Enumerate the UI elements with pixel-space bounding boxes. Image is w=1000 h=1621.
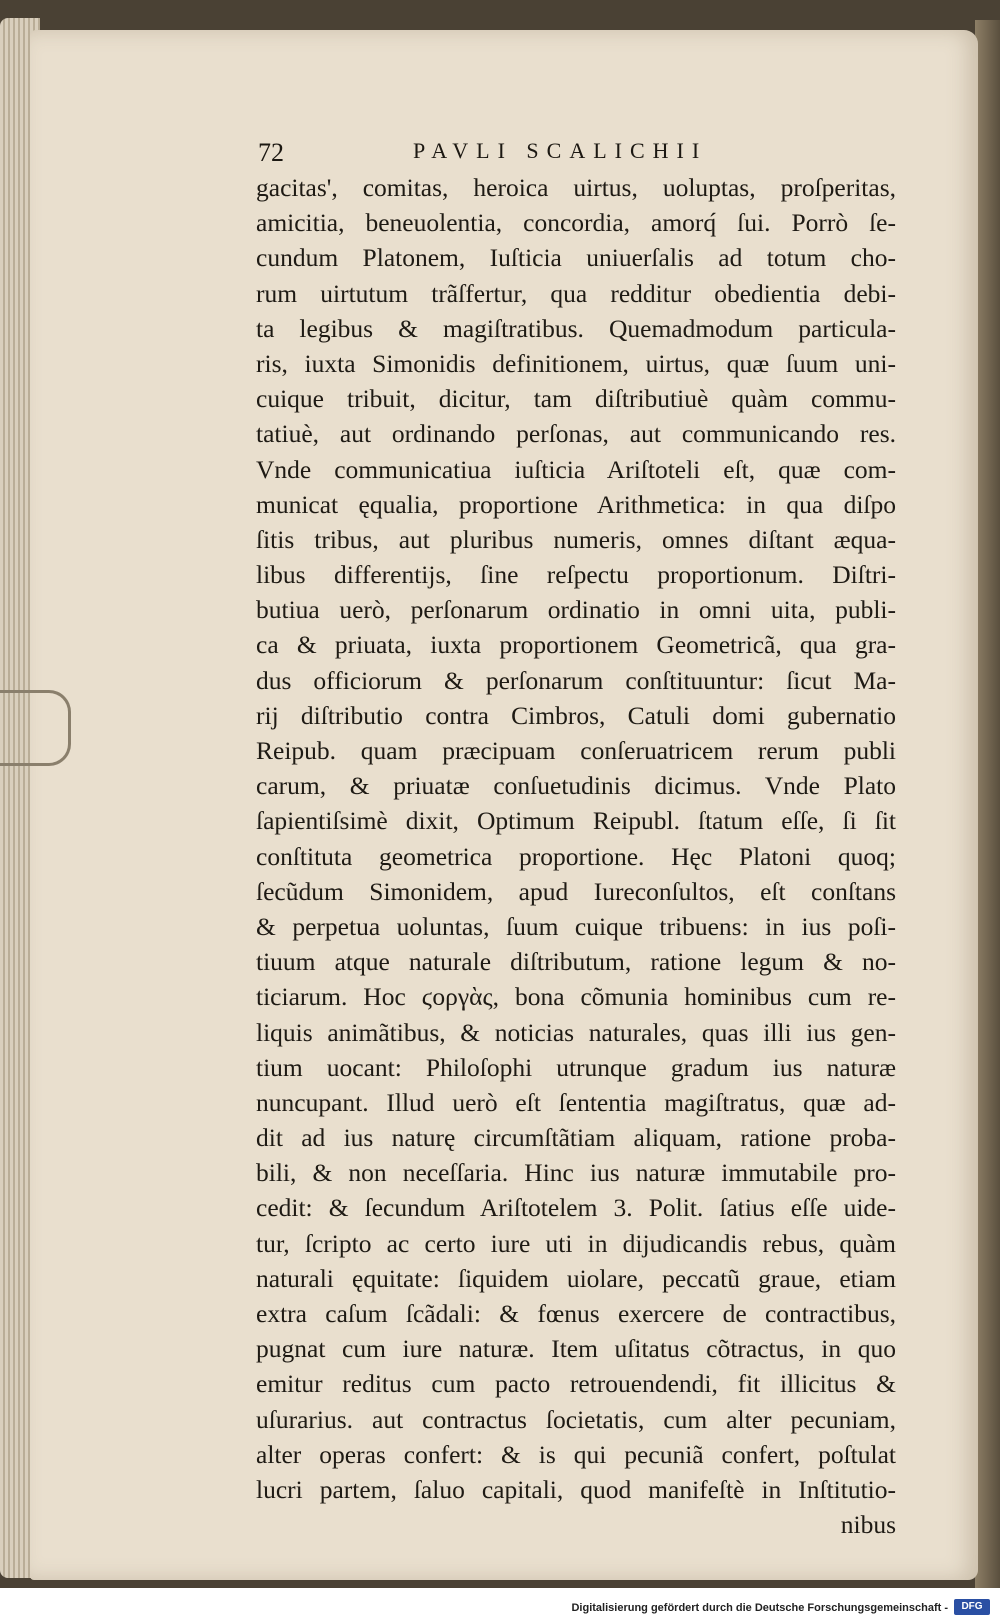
text-line: dit ad ius naturę circumſtãtiam aliquam, ratione proba- bbox=[256, 1123, 896, 1153]
text-line: emitur reditus cum pacto retrouendendi, fit illicitus & bbox=[256, 1369, 896, 1399]
text-line: libus differentijs, ſine reſpectu proportionum. Diſtri- bbox=[256, 560, 896, 590]
text-line: liquis animãtibus, & noticias naturales, quas illi ius gen- bbox=[256, 1017, 896, 1047]
text-line: & perpetua uoluntas, ſuum cuique tribuens: in ius poſi- bbox=[256, 911, 896, 941]
text-line: conſtituta geometrica proportione. Hęc Platoni quoq; bbox=[256, 841, 896, 871]
text-line: amicitia, beneuolentia, concordia, amorq́ ſui. Porrò ſe- bbox=[256, 208, 896, 238]
text-line: rum uirtutum trãſfertur, qua redditur obedientia debi- bbox=[256, 278, 896, 308]
text-line: tatiuè, aut ordinando perſonas, aut communicando res. bbox=[256, 419, 896, 449]
text-line: cuique tribuit, dicitur, tam diſtributiuè quàm commu- bbox=[256, 384, 896, 414]
text-line: tiuum atque naturale diſtributum, ratione legum & no- bbox=[256, 947, 896, 977]
text-line: bili, & non neceſſaria. Hinc ius naturæ immutabile pro- bbox=[256, 1158, 896, 1188]
text-line: extra caſum ſcãdali: & fœnus exercere de contractibus, bbox=[256, 1299, 896, 1328]
text-line: cundum Platonem, Iuſticia uniuerſalis ad totum cho- bbox=[256, 243, 896, 273]
text-line: municat ęqualia, proportione Arithmetica: in qua diſpo bbox=[256, 489, 896, 519]
text-line: ris, iuxta Simonidis definitionem, uirtus, quæ ſuum uni- bbox=[256, 348, 896, 378]
text-line: ticiarum. Hoc ϛοργὰς, bona cõmunia hominibus cum re- bbox=[256, 982, 896, 1012]
dfg-logo: DFG bbox=[954, 1599, 990, 1615]
text-line: ſecũdum Simonidem, apud Iureconſultos, eſt conſtans bbox=[256, 876, 896, 906]
text-line: Vnde communicatiua iuſticia Ariſtoteli eſt, quæ com- bbox=[256, 454, 896, 484]
text-line: naturali ęquitate: ſiquidem uiolare, peccatũ graue, etiam bbox=[256, 1263, 896, 1293]
book-cover-edge bbox=[975, 20, 1000, 1588]
text-line: pugnat cum iure naturæ. Item uſitatus cõtractus, in quo bbox=[256, 1334, 896, 1364]
running-head: PAVLI SCALICHII bbox=[413, 138, 708, 163]
text-line: ta legibus & magiſtratibus. Quemadmodum particula- bbox=[256, 313, 896, 343]
text-line: cedit: & ſecundum Ariſtotelem 3. Polit. ſatius eſſe uide- bbox=[256, 1193, 896, 1223]
text-line: nibus bbox=[840, 1510, 896, 1540]
text-line: dus officiorum & perſonarum conſtituuntur: ſicut Ma- bbox=[256, 665, 896, 695]
text-line: rij diſtributio contra Cimbros, Catuli domi gubernatio bbox=[256, 700, 896, 730]
book-clasp bbox=[0, 690, 71, 766]
text-line: ſitis tribus, aut pluribus numeris, omnes diſtant æqua- bbox=[256, 524, 896, 554]
text-line: ſapientiſsimè dixit, Optimum Reipubl. ſtatum eſſe, ſi ſit bbox=[256, 806, 896, 836]
text-line: gacitas', comitas, heroica uirtus, uoluptas, proſperitas, bbox=[256, 173, 896, 202]
page-number: 72 bbox=[258, 138, 284, 167]
text-line: butiua uerò, perſonarum ordinatio in omni uita, publi- bbox=[256, 595, 896, 625]
page-header bbox=[258, 138, 898, 172]
text-line: Reipub. quam præcipuam conſeruatricem rerum publi bbox=[256, 736, 896, 765]
text-line: uſurarius. aut contractus ſocietatis, cum alter pecuniam, bbox=[256, 1404, 896, 1434]
text-line: tur, ſcripto ac certo iure uti in dijudicandis rebus, quàm bbox=[256, 1228, 896, 1258]
text-line: carum, & priuatæ conſuetudinis dicimus. Vnde Plato bbox=[256, 771, 896, 801]
text-line: tium uocant: Philoſophi utrunque gradum ius naturæ bbox=[256, 1052, 896, 1082]
text-line: alter operas confert: & is qui pecuniã confert, poſtulat bbox=[256, 1439, 896, 1469]
body-text bbox=[256, 170, 896, 1542]
text-line: lucri partem, ſaluo capitali, quod manifeſtè in Inſtitutio- bbox=[256, 1474, 896, 1504]
digitization-credit: Digitalisierung gefördert durch die Deutsche Forschungsgemeinschaft - bbox=[571, 1602, 948, 1614]
text-line: ca & priuata, iuxta proportionem Geometricã, qua gra- bbox=[256, 630, 896, 660]
text-line: nuncupant. Illud uerò eſt ſententia magiſtratus, quæ ad- bbox=[256, 1087, 896, 1117]
